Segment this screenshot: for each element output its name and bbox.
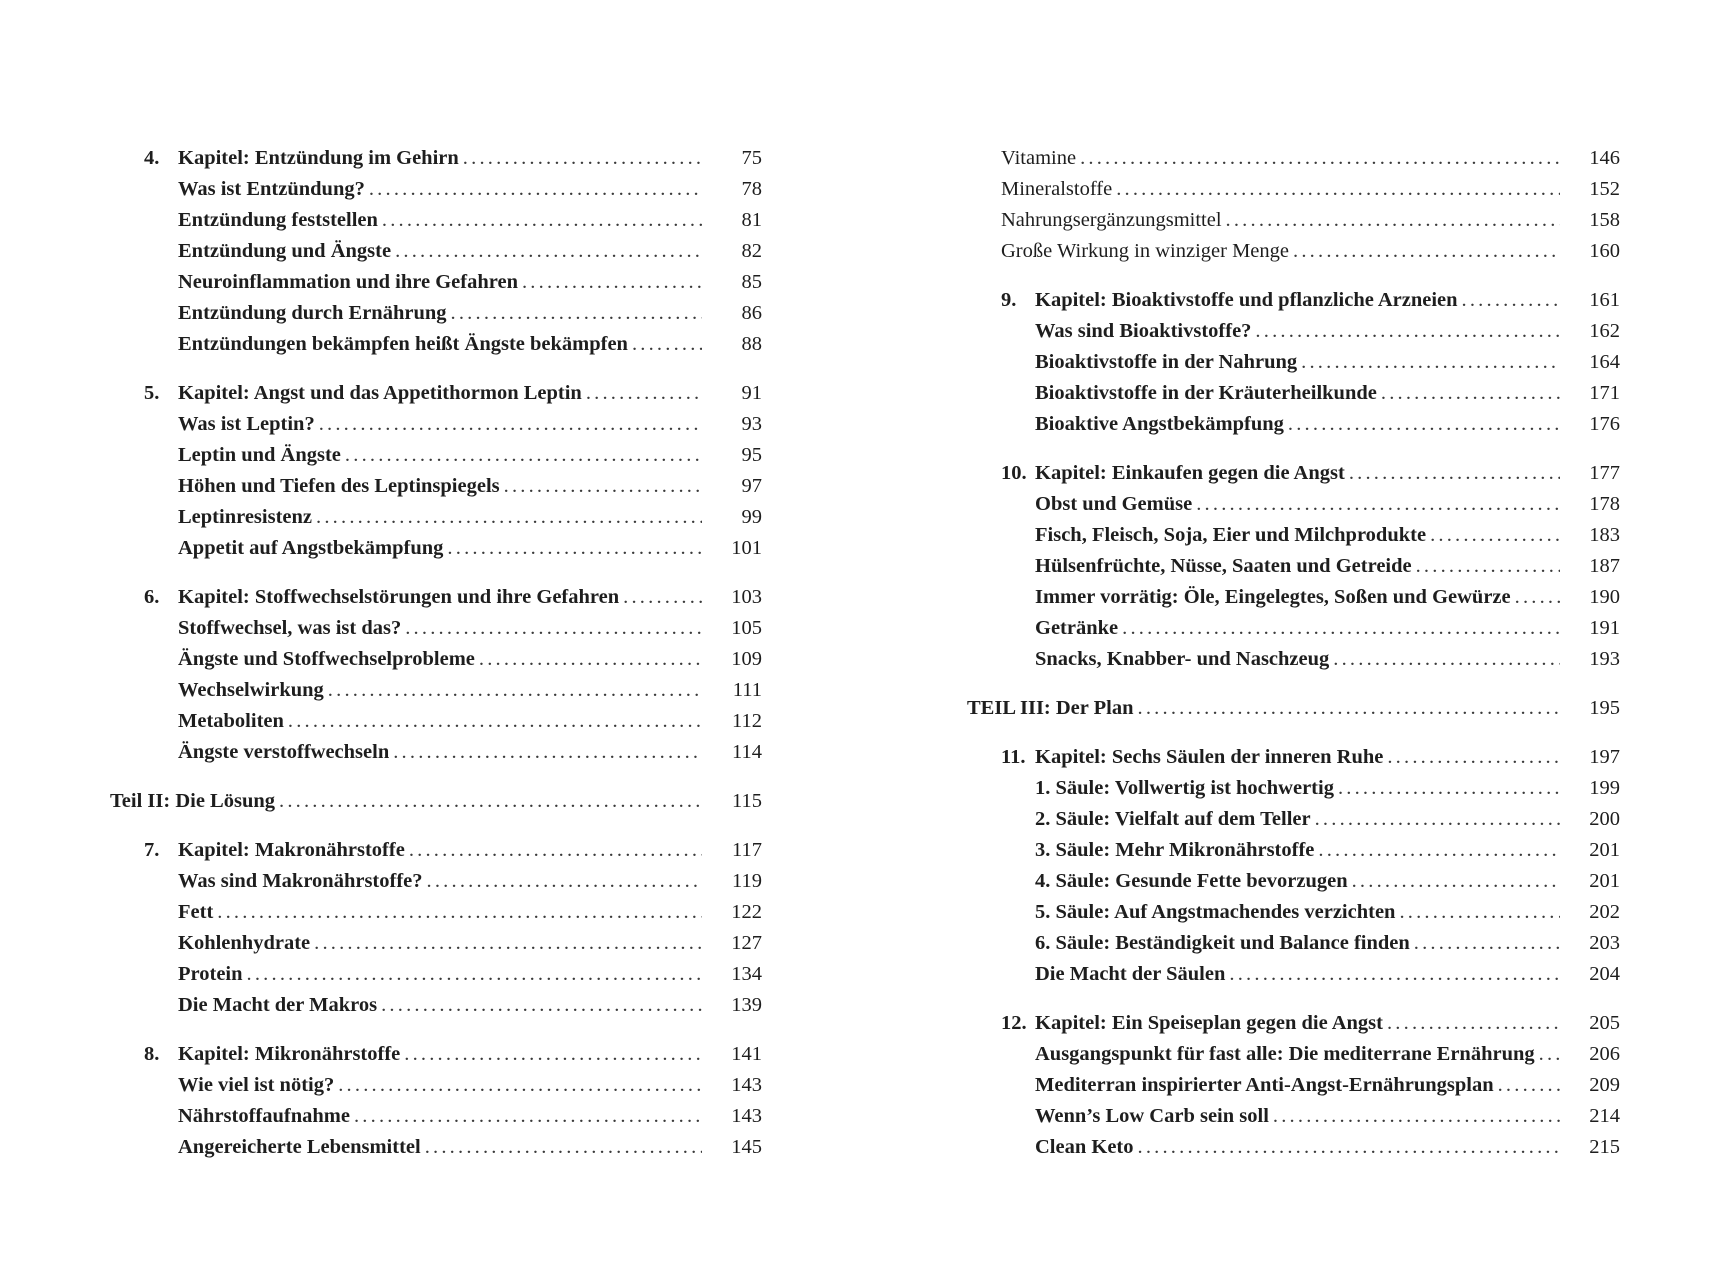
toc-group-chapter — [110, 835, 762, 1021]
section-entry[interactable] — [1001, 489, 1620, 520]
chapter-number: 9. — [1001, 289, 1017, 311]
dot-leader — [1226, 205, 1560, 236]
page-number: 193 — [1589, 648, 1620, 670]
page-number: 103 — [731, 586, 762, 608]
section-entry[interactable] — [1001, 613, 1620, 644]
entry-title: Kapitel: Einkaufen gegen die Angst — [1035, 462, 1345, 484]
dot-leader — [1381, 378, 1560, 409]
section-entry[interactable] — [144, 329, 762, 360]
section-entry[interactable] — [144, 1132, 762, 1163]
entry-title: Höhen und Tiefen des Leptinspiegels — [178, 475, 500, 497]
entry-title: Entzündung feststellen — [178, 209, 378, 231]
entry-title: Hülsenfrüchte, Nüsse, Saaten und Getreide — [1035, 555, 1412, 577]
entry-title: Neuroinflammation und ihre Gefahren — [178, 271, 518, 293]
toc-group-chapter — [967, 742, 1620, 990]
dot-leader — [1138, 693, 1560, 724]
chapter-number: 10. — [1001, 462, 1027, 484]
dot-leader — [1539, 1039, 1560, 1070]
chapter-entry[interactable] — [1001, 1008, 1620, 1039]
section-entry[interactable] — [144, 675, 762, 706]
entry-title: Kapitel: Sechs Säulen der inneren Ruhe — [1035, 746, 1384, 768]
entry-title: 6. Säule: Beständigkeit und Balance finden — [1035, 932, 1410, 954]
dot-leader — [393, 737, 702, 768]
page-number: 81 — [741, 209, 762, 231]
chapter-number: 6. — [144, 586, 160, 608]
entry-title: Leptinresistenz — [178, 506, 313, 528]
page-number: 178 — [1589, 493, 1620, 515]
section-entry[interactable] — [144, 298, 762, 329]
dot-leader — [1315, 804, 1560, 835]
entry-title: Obst und Gemüse — [1035, 493, 1193, 515]
entry-title: Was ist Entzündung? — [178, 178, 365, 200]
page-number: 152 — [1589, 178, 1620, 200]
page-number: 200 — [1589, 808, 1620, 830]
toc-group-chapter — [110, 143, 762, 360]
page-number: 201 — [1589, 870, 1620, 892]
page-number: 171 — [1589, 382, 1620, 404]
chapter-entry[interactable] — [1001, 285, 1620, 316]
section-entry[interactable] — [144, 502, 762, 533]
dot-leader — [1387, 1008, 1560, 1039]
entry-title: Immer vorrätig: Öle, Eingelegtes, Soßen und Gewürze — [1035, 586, 1511, 608]
dot-leader — [409, 835, 702, 866]
dot-leader — [217, 897, 702, 928]
page-number: 85 — [741, 271, 762, 293]
entry-title: Kapitel: Entzündung im Gehirn — [178, 147, 459, 169]
section-entry[interactable] — [144, 706, 762, 737]
dot-leader — [404, 1039, 702, 1070]
dot-leader — [1416, 551, 1560, 582]
page-number: 201 — [1589, 839, 1620, 861]
page-number: 143 — [731, 1074, 762, 1096]
section-entry[interactable] — [144, 644, 762, 675]
chapter-entry[interactable] — [1001, 742, 1620, 773]
section-entry[interactable] — [144, 1070, 762, 1101]
dot-leader — [345, 440, 702, 471]
toc-group-continued — [967, 143, 1620, 267]
dot-leader — [319, 409, 702, 440]
toc-left-column — [110, 143, 762, 1181]
section-entry[interactable] — [1001, 835, 1620, 866]
chapter-number: 11. — [1001, 746, 1026, 768]
section-entry[interactable] — [144, 613, 762, 644]
page-number: 101 — [731, 537, 762, 559]
page-number: 93 — [741, 413, 762, 435]
dot-leader — [328, 675, 702, 706]
entry-title: Fett — [178, 901, 214, 923]
toc-group-chapter — [110, 582, 762, 768]
entry-title: Was sind Makronährstoffe? — [178, 870, 423, 892]
page-number: 199 — [1589, 777, 1620, 799]
dot-leader — [1288, 409, 1560, 440]
entry-title: Mineralstoffe — [1001, 178, 1113, 200]
section-entry[interactable] — [1001, 1101, 1620, 1132]
entry-title: Stoffwechsel, was ist das? — [178, 617, 402, 639]
entry-title: Wechselwirkung — [178, 679, 324, 701]
page-number: 88 — [741, 333, 762, 355]
dot-leader — [1116, 174, 1560, 205]
page-number: 75 — [741, 147, 762, 169]
dot-leader — [338, 1070, 702, 1101]
section-entry[interactable] — [144, 409, 762, 440]
entry-title: Entzündungen bekämpfen heißt Ängste bekämpfen — [178, 333, 628, 355]
dot-leader — [1255, 316, 1560, 347]
page-number: 95 — [741, 444, 762, 466]
page-number: 158 — [1589, 209, 1620, 231]
page-number: 214 — [1589, 1105, 1620, 1127]
section-entry[interactable] — [1001, 897, 1620, 928]
section-entry[interactable] — [144, 440, 762, 471]
chapter-entry[interactable] — [144, 378, 762, 409]
page-number: 195 — [1589, 697, 1620, 719]
section-entry[interactable] — [144, 928, 762, 959]
section-entry[interactable] — [967, 205, 1620, 236]
part-heading[interactable] — [967, 693, 1620, 724]
section-entry[interactable] — [1001, 378, 1620, 409]
page-number: 139 — [731, 994, 762, 1016]
dot-leader — [504, 471, 702, 502]
entry-title: Entzündung und Ängste — [178, 240, 392, 262]
dot-leader — [1349, 458, 1560, 489]
page-number: 111 — [732, 679, 762, 701]
section-entry[interactable] — [144, 205, 762, 236]
page-number: 122 — [731, 901, 762, 923]
page-number: 146 — [1589, 147, 1620, 169]
entry-title: Leptin und Ängste — [178, 444, 341, 466]
page-number: 197 — [1589, 746, 1620, 768]
dot-leader — [522, 267, 702, 298]
toc-right-column — [967, 143, 1620, 1181]
section-entry[interactable] — [1001, 316, 1620, 347]
section-entry[interactable] — [144, 737, 762, 768]
dot-leader — [381, 990, 702, 1021]
entry-title: Was ist Leptin? — [178, 413, 315, 435]
entry-title: Große Wirkung in winziger Menge — [1001, 240, 1290, 262]
dot-leader — [316, 502, 702, 533]
dot-leader — [1515, 582, 1560, 613]
entry-title: Teil II: Die Lösung — [110, 790, 275, 812]
chapter-number: 12. — [1001, 1012, 1027, 1034]
chapter-number: 8. — [144, 1043, 160, 1065]
dot-leader — [1414, 928, 1560, 959]
entry-title: Wie viel ist nötig? — [178, 1074, 335, 1096]
entry-title: Ängste verstoffwechseln — [178, 741, 390, 763]
entry-title: Snacks, Knabber- und Naschzeug — [1035, 648, 1330, 670]
page-number: 205 — [1589, 1012, 1620, 1034]
page-number: 99 — [741, 506, 762, 528]
page-number: 202 — [1589, 901, 1620, 923]
page-number: 86 — [741, 302, 762, 324]
page-number: 109 — [731, 648, 762, 670]
page-number: 204 — [1589, 963, 1620, 985]
chapter-number: 4. — [144, 147, 160, 169]
section-entry[interactable] — [144, 897, 762, 928]
entry-title: 2. Säule: Vielfalt auf dem Teller — [1035, 808, 1311, 830]
section-entry[interactable] — [967, 143, 1620, 174]
toc-group-chapter — [967, 285, 1620, 440]
entry-title: Wenn’s Low Carb sein soll — [1035, 1105, 1269, 1127]
toc-group-chapter — [110, 1039, 762, 1163]
toc-group-part — [967, 693, 1620, 724]
dot-leader — [1462, 285, 1560, 316]
page-number: 191 — [1589, 617, 1620, 639]
page-number: 176 — [1589, 413, 1620, 435]
dot-leader — [1333, 644, 1560, 675]
page-number: 206 — [1589, 1043, 1620, 1065]
page-number: 105 — [731, 617, 762, 639]
section-entry[interactable] — [967, 174, 1620, 205]
dot-leader — [1318, 835, 1560, 866]
page-number: 203 — [1589, 932, 1620, 954]
section-entry[interactable] — [1001, 520, 1620, 551]
entry-title: Kapitel: Ein Speiseplan gegen die Angst — [1035, 1012, 1383, 1034]
dot-leader — [247, 959, 702, 990]
dot-leader — [451, 298, 702, 329]
dot-leader — [1273, 1101, 1560, 1132]
entry-title: TEIL III: Der Plan — [967, 697, 1134, 719]
section-entry[interactable] — [967, 236, 1620, 267]
entry-title: Clean Keto — [1035, 1136, 1134, 1158]
dot-leader — [314, 928, 702, 959]
section-entry[interactable] — [1001, 409, 1620, 440]
page-number: 91 — [741, 382, 762, 404]
dot-leader — [1338, 773, 1560, 804]
entry-title: Kapitel: Stoffwechselstörungen und ihre Gefahren — [178, 586, 620, 608]
entry-title: Kapitel: Bioaktivstoffe und pflanzliche Arzneien — [1035, 289, 1458, 311]
entry-title: 5. Säule: Auf Angstmachendes verzichten — [1035, 901, 1396, 923]
section-entry[interactable] — [1001, 773, 1620, 804]
page-number: 143 — [731, 1105, 762, 1127]
dot-leader — [395, 236, 702, 267]
page-number: 187 — [1589, 555, 1620, 577]
dot-leader — [369, 174, 702, 205]
dot-leader — [288, 706, 702, 737]
entry-title: Kapitel: Angst und das Appetithormon Leptin — [178, 382, 582, 404]
dot-leader — [1293, 236, 1560, 267]
entry-title: Was sind Bioaktivstoffe? — [1035, 320, 1252, 342]
dot-leader — [632, 329, 702, 360]
dot-leader — [463, 143, 702, 174]
section-entry[interactable] — [144, 990, 762, 1021]
dot-leader — [1229, 959, 1560, 990]
page-number: 78 — [741, 178, 762, 200]
section-entry[interactable] — [144, 959, 762, 990]
section-entry[interactable] — [144, 267, 762, 298]
chapter-entry[interactable] — [1001, 458, 1620, 489]
dot-leader — [1080, 143, 1560, 174]
entry-title: Kohlenhydrate — [178, 932, 311, 954]
dot-leader — [1430, 520, 1560, 551]
dot-leader — [405, 613, 702, 644]
page-number: 82 — [741, 240, 762, 262]
dot-leader — [1399, 897, 1560, 928]
dot-leader — [479, 644, 702, 675]
page-number: 161 — [1589, 289, 1620, 311]
page-number: 119 — [732, 870, 762, 892]
dot-leader — [427, 866, 702, 897]
page-number: 164 — [1589, 351, 1620, 373]
dot-leader — [354, 1101, 702, 1132]
dot-leader — [1122, 613, 1560, 644]
chapter-entry[interactable] — [144, 835, 762, 866]
section-entry[interactable] — [1001, 866, 1620, 897]
page-number: 115 — [732, 790, 762, 812]
page-number: 190 — [1589, 586, 1620, 608]
dot-leader — [425, 1132, 702, 1163]
section-entry[interactable] — [1001, 644, 1620, 675]
page-number: 112 — [732, 710, 762, 732]
section-entry[interactable] — [1001, 1070, 1620, 1101]
entry-title: Getränke — [1035, 617, 1119, 639]
chapter-entry[interactable] — [144, 1039, 762, 1070]
dot-leader — [1387, 742, 1560, 773]
chapter-entry[interactable] — [144, 582, 762, 613]
entry-title: Protein — [178, 963, 243, 985]
chapter-number: 5. — [144, 382, 160, 404]
entry-title: Entzündung durch Ernährung — [178, 302, 447, 324]
dot-leader — [586, 378, 702, 409]
toc-group-chapter — [110, 378, 762, 564]
page-number: 127 — [731, 932, 762, 954]
entry-title: Die Macht der Säulen — [1035, 963, 1226, 985]
section-entry[interactable] — [1001, 804, 1620, 835]
section-entry[interactable] — [1001, 959, 1620, 990]
part-heading[interactable] — [110, 786, 762, 817]
entry-title: Appetit auf Angstbekämpfung — [178, 537, 444, 559]
dot-leader — [1196, 489, 1560, 520]
entry-title: Kapitel: Mikronährstoffe — [178, 1043, 401, 1065]
entry-title: Angereicherte Lebensmittel — [178, 1136, 421, 1158]
entry-title: Vitamine — [1001, 147, 1077, 169]
toc-group-part — [110, 786, 762, 817]
section-entry[interactable] — [144, 471, 762, 502]
page-number: 209 — [1589, 1074, 1620, 1096]
page-number: 183 — [1589, 524, 1620, 546]
entry-title: 4. Säule: Gesunde Fette bevorzugen — [1035, 870, 1348, 892]
entry-title: Mediterran inspirierter Anti-Angst-Ernährungsplan — [1035, 1074, 1494, 1096]
section-entry[interactable] — [144, 1101, 762, 1132]
section-entry[interactable] — [144, 174, 762, 205]
entry-title: Nährstoffaufnahme — [178, 1105, 350, 1127]
page-number: 160 — [1589, 240, 1620, 262]
section-entry[interactable] — [1001, 347, 1620, 378]
page-number: 177 — [1589, 462, 1620, 484]
chapter-entry[interactable] — [144, 143, 762, 174]
entry-title: Metaboliten — [178, 710, 284, 732]
dot-leader — [382, 205, 702, 236]
dot-leader — [623, 582, 702, 613]
page-number: 117 — [732, 839, 762, 861]
dot-leader — [447, 533, 702, 564]
toc-group-chapter — [967, 1008, 1620, 1163]
page-number: 215 — [1589, 1136, 1620, 1158]
dot-leader — [279, 786, 702, 817]
page-number: 141 — [731, 1043, 762, 1065]
page-number: 145 — [731, 1136, 762, 1158]
entry-title: Bioaktivstoffe in der Kräuterheilkunde — [1035, 382, 1377, 404]
entry-title: Ängste und Stoffwechselprobleme — [178, 648, 475, 670]
page-number: 97 — [741, 475, 762, 497]
section-entry[interactable] — [1001, 1039, 1620, 1070]
section-entry[interactable] — [1001, 582, 1620, 613]
section-entry[interactable] — [144, 533, 762, 564]
entry-title: Bioaktive Angstbekämpfung — [1035, 413, 1284, 435]
chapter-number: 7. — [144, 839, 160, 861]
entry-title: 1. Säule: Vollwertig ist hochwertig — [1035, 777, 1334, 799]
toc-group-chapter — [967, 458, 1620, 675]
entry-title: Fisch, Fleisch, Soja, Eier und Milchprodukte — [1035, 524, 1427, 546]
section-entry[interactable] — [144, 236, 762, 267]
section-entry[interactable] — [1001, 928, 1620, 959]
page-number: 162 — [1589, 320, 1620, 342]
section-entry[interactable] — [1001, 551, 1620, 582]
entry-title: Ausgangspunkt für fast alle: Die mediterrane Ernährung — [1035, 1043, 1535, 1065]
entry-title: Die Macht der Makros — [178, 994, 378, 1016]
page-number: 134 — [731, 963, 762, 985]
entry-title: Bioaktivstoffe in der Nahrung — [1035, 351, 1298, 373]
dot-leader — [1498, 1070, 1560, 1101]
entry-title: Kapitel: Makronährstoffe — [178, 839, 405, 861]
page-number: 114 — [732, 741, 762, 763]
dot-leader — [1138, 1132, 1561, 1163]
section-entry[interactable] — [1001, 1132, 1620, 1163]
section-entry[interactable] — [144, 866, 762, 897]
dot-leader — [1352, 866, 1560, 897]
dot-leader — [1301, 347, 1560, 378]
entry-title: Nahrungsergänzungsmittel — [1001, 209, 1222, 231]
entry-title: 3. Säule: Mehr Mikronährstoffe — [1035, 839, 1315, 861]
